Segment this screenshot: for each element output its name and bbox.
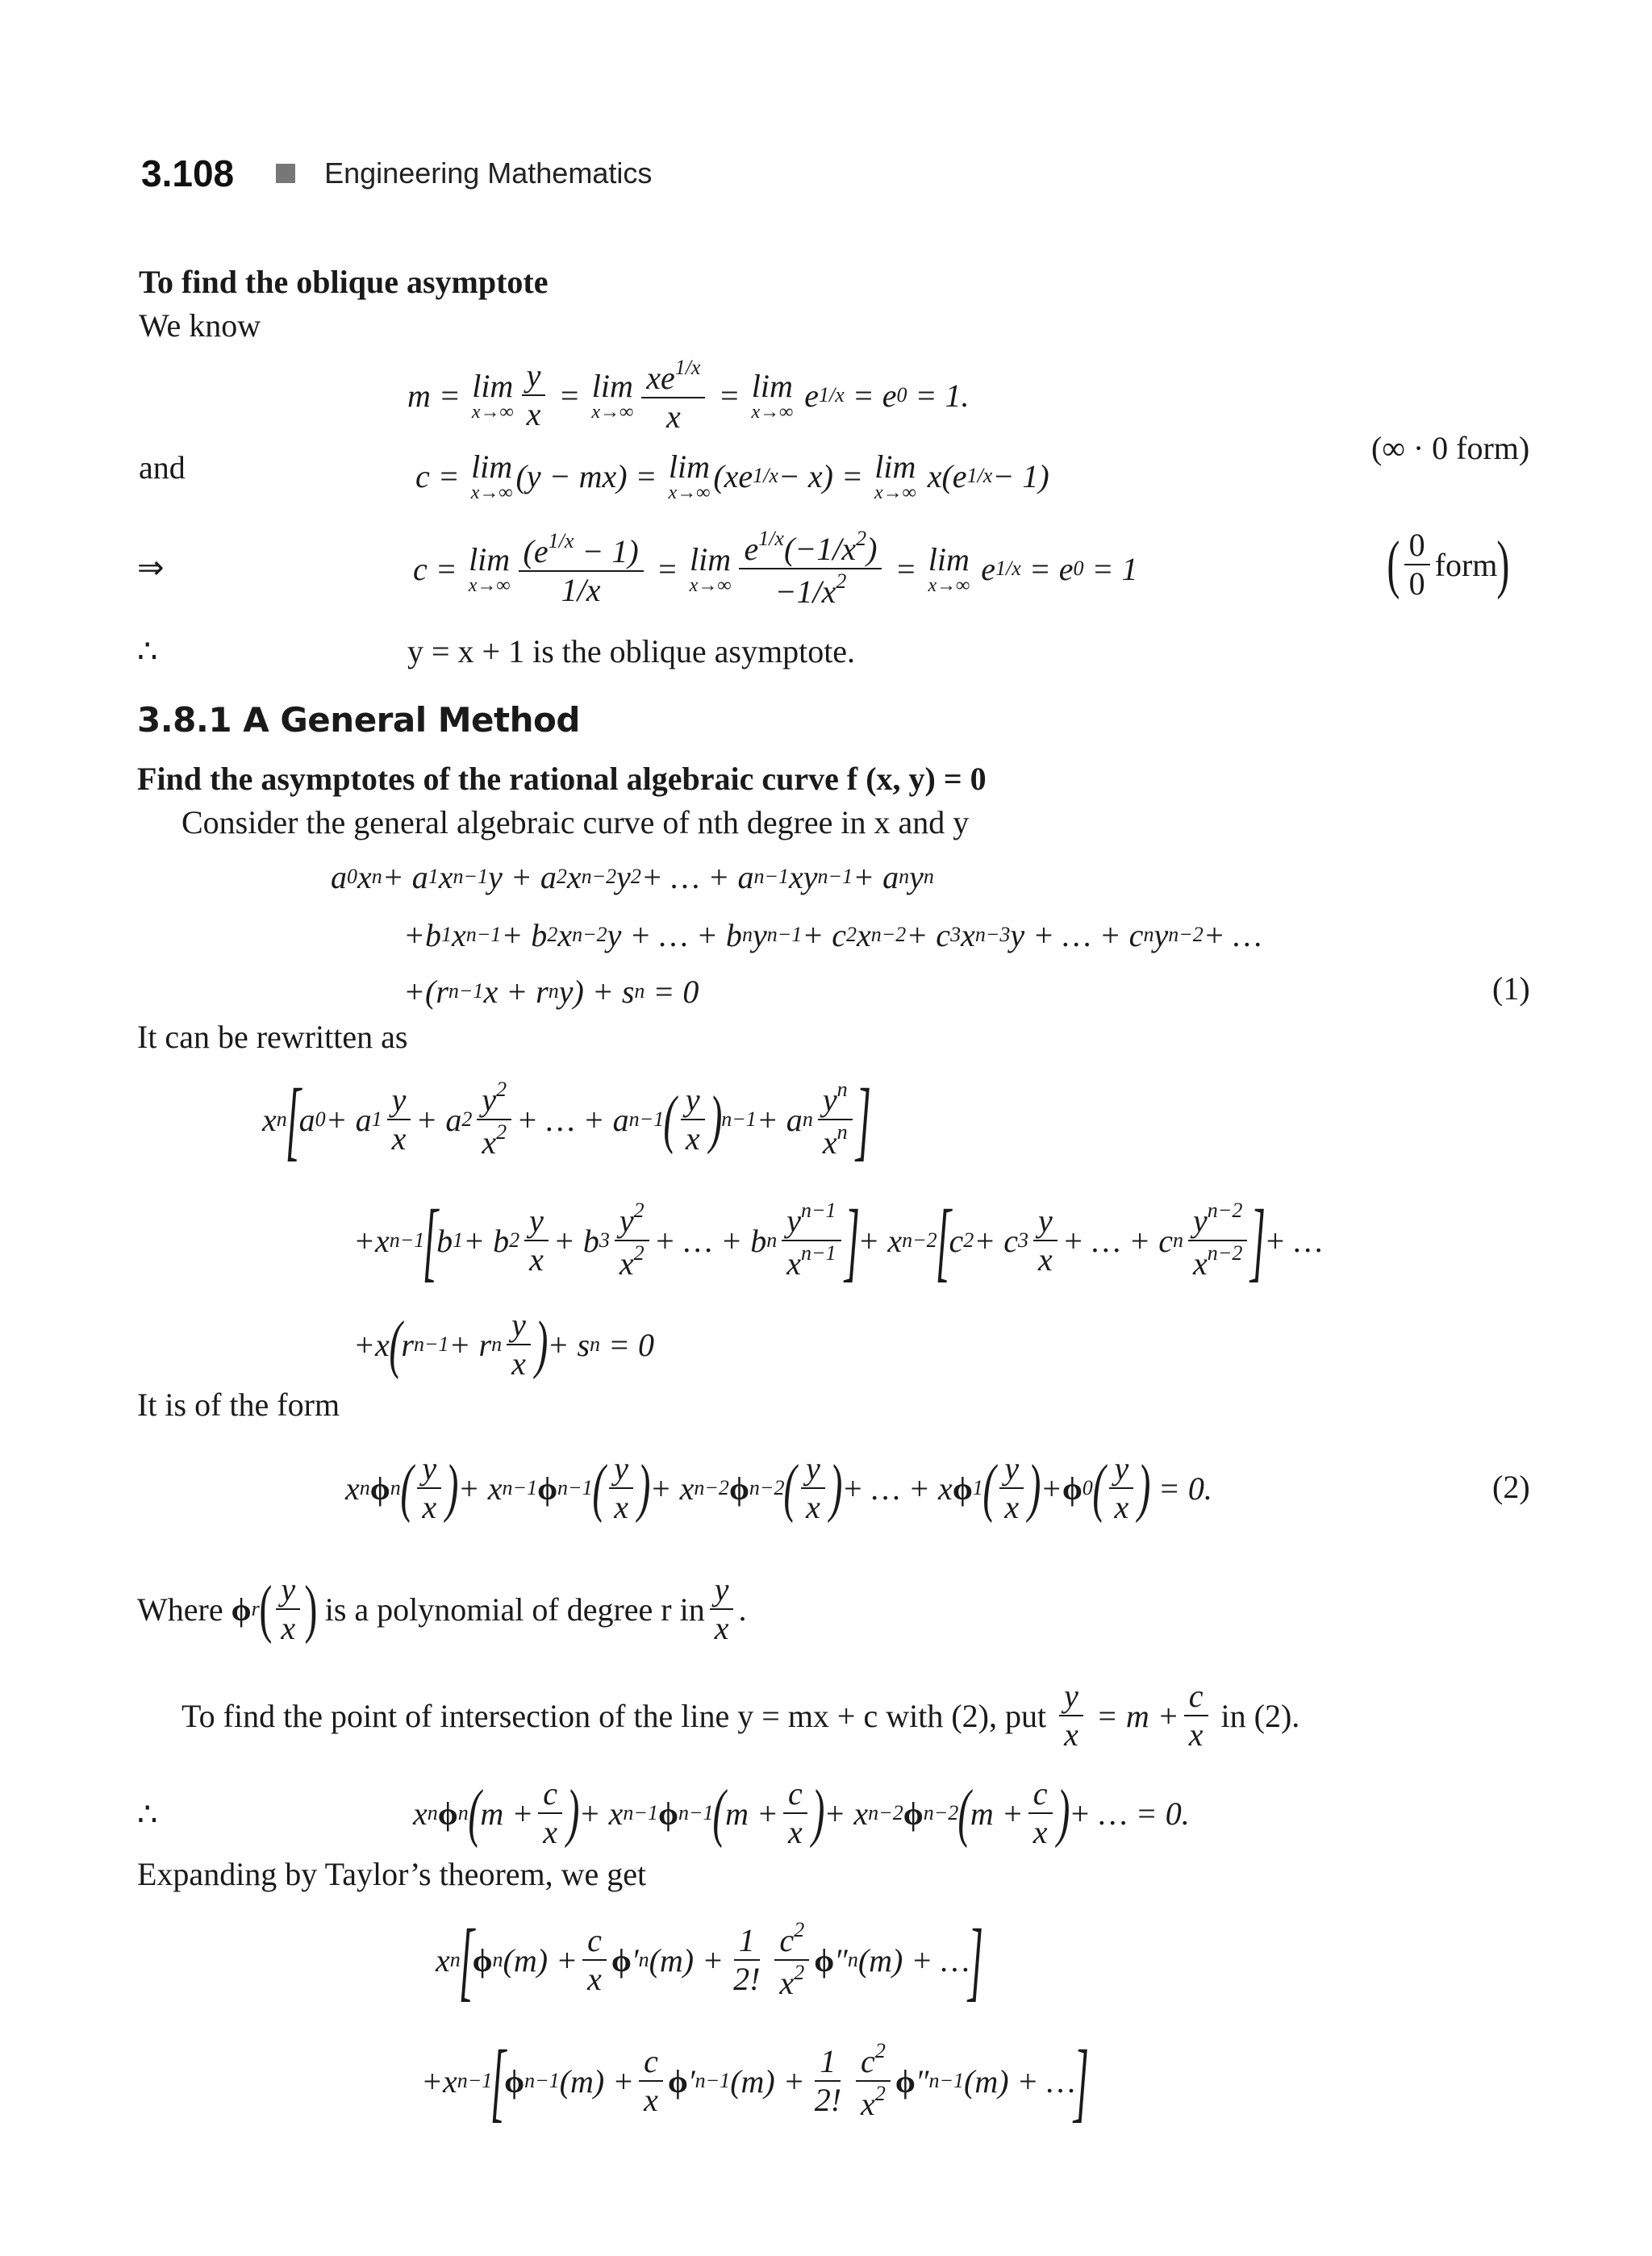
intersection-text: To find the point of intersection of the line y = mx + c with (2), put: [181, 1697, 1047, 1734]
taylor-text: Expanding by Taylor’s theorem, we get: [137, 1856, 647, 1892]
book-title: Engineering Mathematics: [324, 156, 653, 190]
section-intro: Consider the general algebraic curve of nth degree in x and y: [181, 804, 970, 840]
intersection-line: To find the point of intersection of the line y = mx + c with (2), put $\frac{y}{x}$ = m + $\frac{c}{x}$ in (2).: [181, 1678, 1300, 1753]
note-zero-zero-form: ( $\frac{0}{0}$ form ): [1387, 527, 1510, 602]
equation-2: x n ϕ n ( $\frac{y}{x}$ ) + x n−1 ϕ n−1 ( $\frac{y}{x}$ ) + x n−2 ϕ n−2 ( $\frac{y}{x}$ ) + … + x ϕ 1 ( $\frac{y}{x}$ ) + ϕ 0 ( $\frac{y}{x}$ ) = 0.: [345, 1450, 1212, 1525]
substituted-equation: x n ϕ n ( m + $\frac{c}{x}$ ) + x n−1 ϕ n−1 ( m + $\frac{c}{x}$ ) + x n−2 ϕ n−2 ( m + $\frac{c}{x}$ ) + … = 0.: [413, 1775, 1190, 1850]
taylor-line-2: +x n−1 [ ϕ n−1 (m) + $\frac{c}{x}$ ϕ ′ n−1 (m) + $\frac{1}{2!}$ $\frac{c^2}{x^2}$ ϕ ″ n−1 (m) + … ]: [421, 2032, 1090, 2130]
where-line: Where ϕ r ( $\frac{y}{x}$ ) is a polynomial of degree r in $\frac{y}{x}$ .: [137, 1571, 747, 1646]
where-prefix: Where: [137, 1591, 223, 1628]
implies-symbol: ⇒: [137, 549, 165, 586]
and-text: and: [139, 449, 186, 486]
taylor-line-1: x n [ ϕ n (m) + $\frac{c}{x}$ ϕ ′ n (m) + $\frac{1}{2!}$ $\frac{c^2}{x^2}$ ϕ ″ n (m) + … ]: [436, 1911, 983, 2009]
note-inf-zero-form: (∞ · 0 form): [1371, 430, 1530, 466]
rewritten-line-3: +x ( r n−1 + r n $\frac{y}{x}$ ) + s n = 0: [353, 1307, 655, 1382]
intersection-suffix: in (2).: [1220, 1697, 1300, 1734]
square-bullet-icon: [276, 164, 295, 183]
equation-2-label: (2): [1492, 1469, 1530, 1505]
rewritten-line-2: +x n−1 [ b 1 + b 2 $\frac{y}{x}$ + b 3 $\frac{y^2}{x^2}$ + … + b n $\frac{y^{n-1}}{x^{n-1}}$ ] + x n−2 [ c 2 + c 3 $\frac{y}{x}$ + … + c n $\frac{y^{n-2}}{x^{n-2}}$ ] + …: [353, 1191, 1323, 1290]
rewritten-line-1: x n [ a 0 + a 1 $\frac{y}{x}$ + a 2 $\frac{y^2}{x^2}$ + … + a n−1 ( $\frac{y}{x}$ ) n−1 + a n $\frac{y^n}{x^n}$ ]: [262, 1070, 871, 1169]
section-title: 3.8.1 A General Method: [137, 700, 580, 740]
equation-1-line-2: +b 1 x n−1 + b 2 x n−2 y + … + b n y n−1 + c 2 x n−2 + c 3 x n−3 y + … + c n y n−2 + …: [403, 916, 1262, 953]
equation-c: c = lim x→∞ (y − mx) = lim x→∞ (xe 1/x − x) = lim x→∞ x(e 1/x − 1): [415, 448, 1049, 503]
we-know-text: We know: [139, 307, 261, 344]
oblique-heading: To find the oblique asymptote: [139, 264, 549, 300]
oblique-conclusion: y = x + 1 is the oblique asymptote.: [407, 633, 856, 669]
rewritten-text: It can be rewritten as: [137, 1019, 408, 1055]
where-suffix: is a polynomial of degree r in: [324, 1591, 705, 1628]
page-number: 3.108: [141, 152, 235, 194]
equation-c-limit: c = lim x→∞ $\frac{(e^{1/x} - 1)}{1/x}$ = lim x→∞ $\frac{e^{1/x}(-1/x^2)}{-1/x^2}$ = lim x→∞ e 1/x = e 0 = 1: [413, 527, 1138, 610]
equation-1-line-1: a 0 x n + a 1 x n−1 y + a 2 x n−2 y 2 + … + a n−1 xy n−1 + a n y n: [331, 858, 934, 895]
equation-m: m = lim x→∞ $\frac{y}{x}$ = lim x→∞ $\frac{xe^{1/x}}{x}$ = lim x→∞ e 1/x = e 0 = 1.: [407, 355, 970, 435]
running-header: [141, 145, 652, 202]
therefore-symbol-2: ∴: [137, 1796, 158, 1833]
section-subheading: Find the asymptotes of the rational algebraic curve f (x, y) = 0: [137, 761, 987, 797]
equation-1-label: (1): [1492, 970, 1530, 1007]
of-form-text: It is of the form: [137, 1387, 340, 1423]
equation-1-line-3: +(r n−1 x + r n y) + s n = 0: [403, 973, 699, 1010]
note-form-text: form: [1434, 546, 1498, 583]
therefore-symbol: ∴: [137, 633, 158, 669]
